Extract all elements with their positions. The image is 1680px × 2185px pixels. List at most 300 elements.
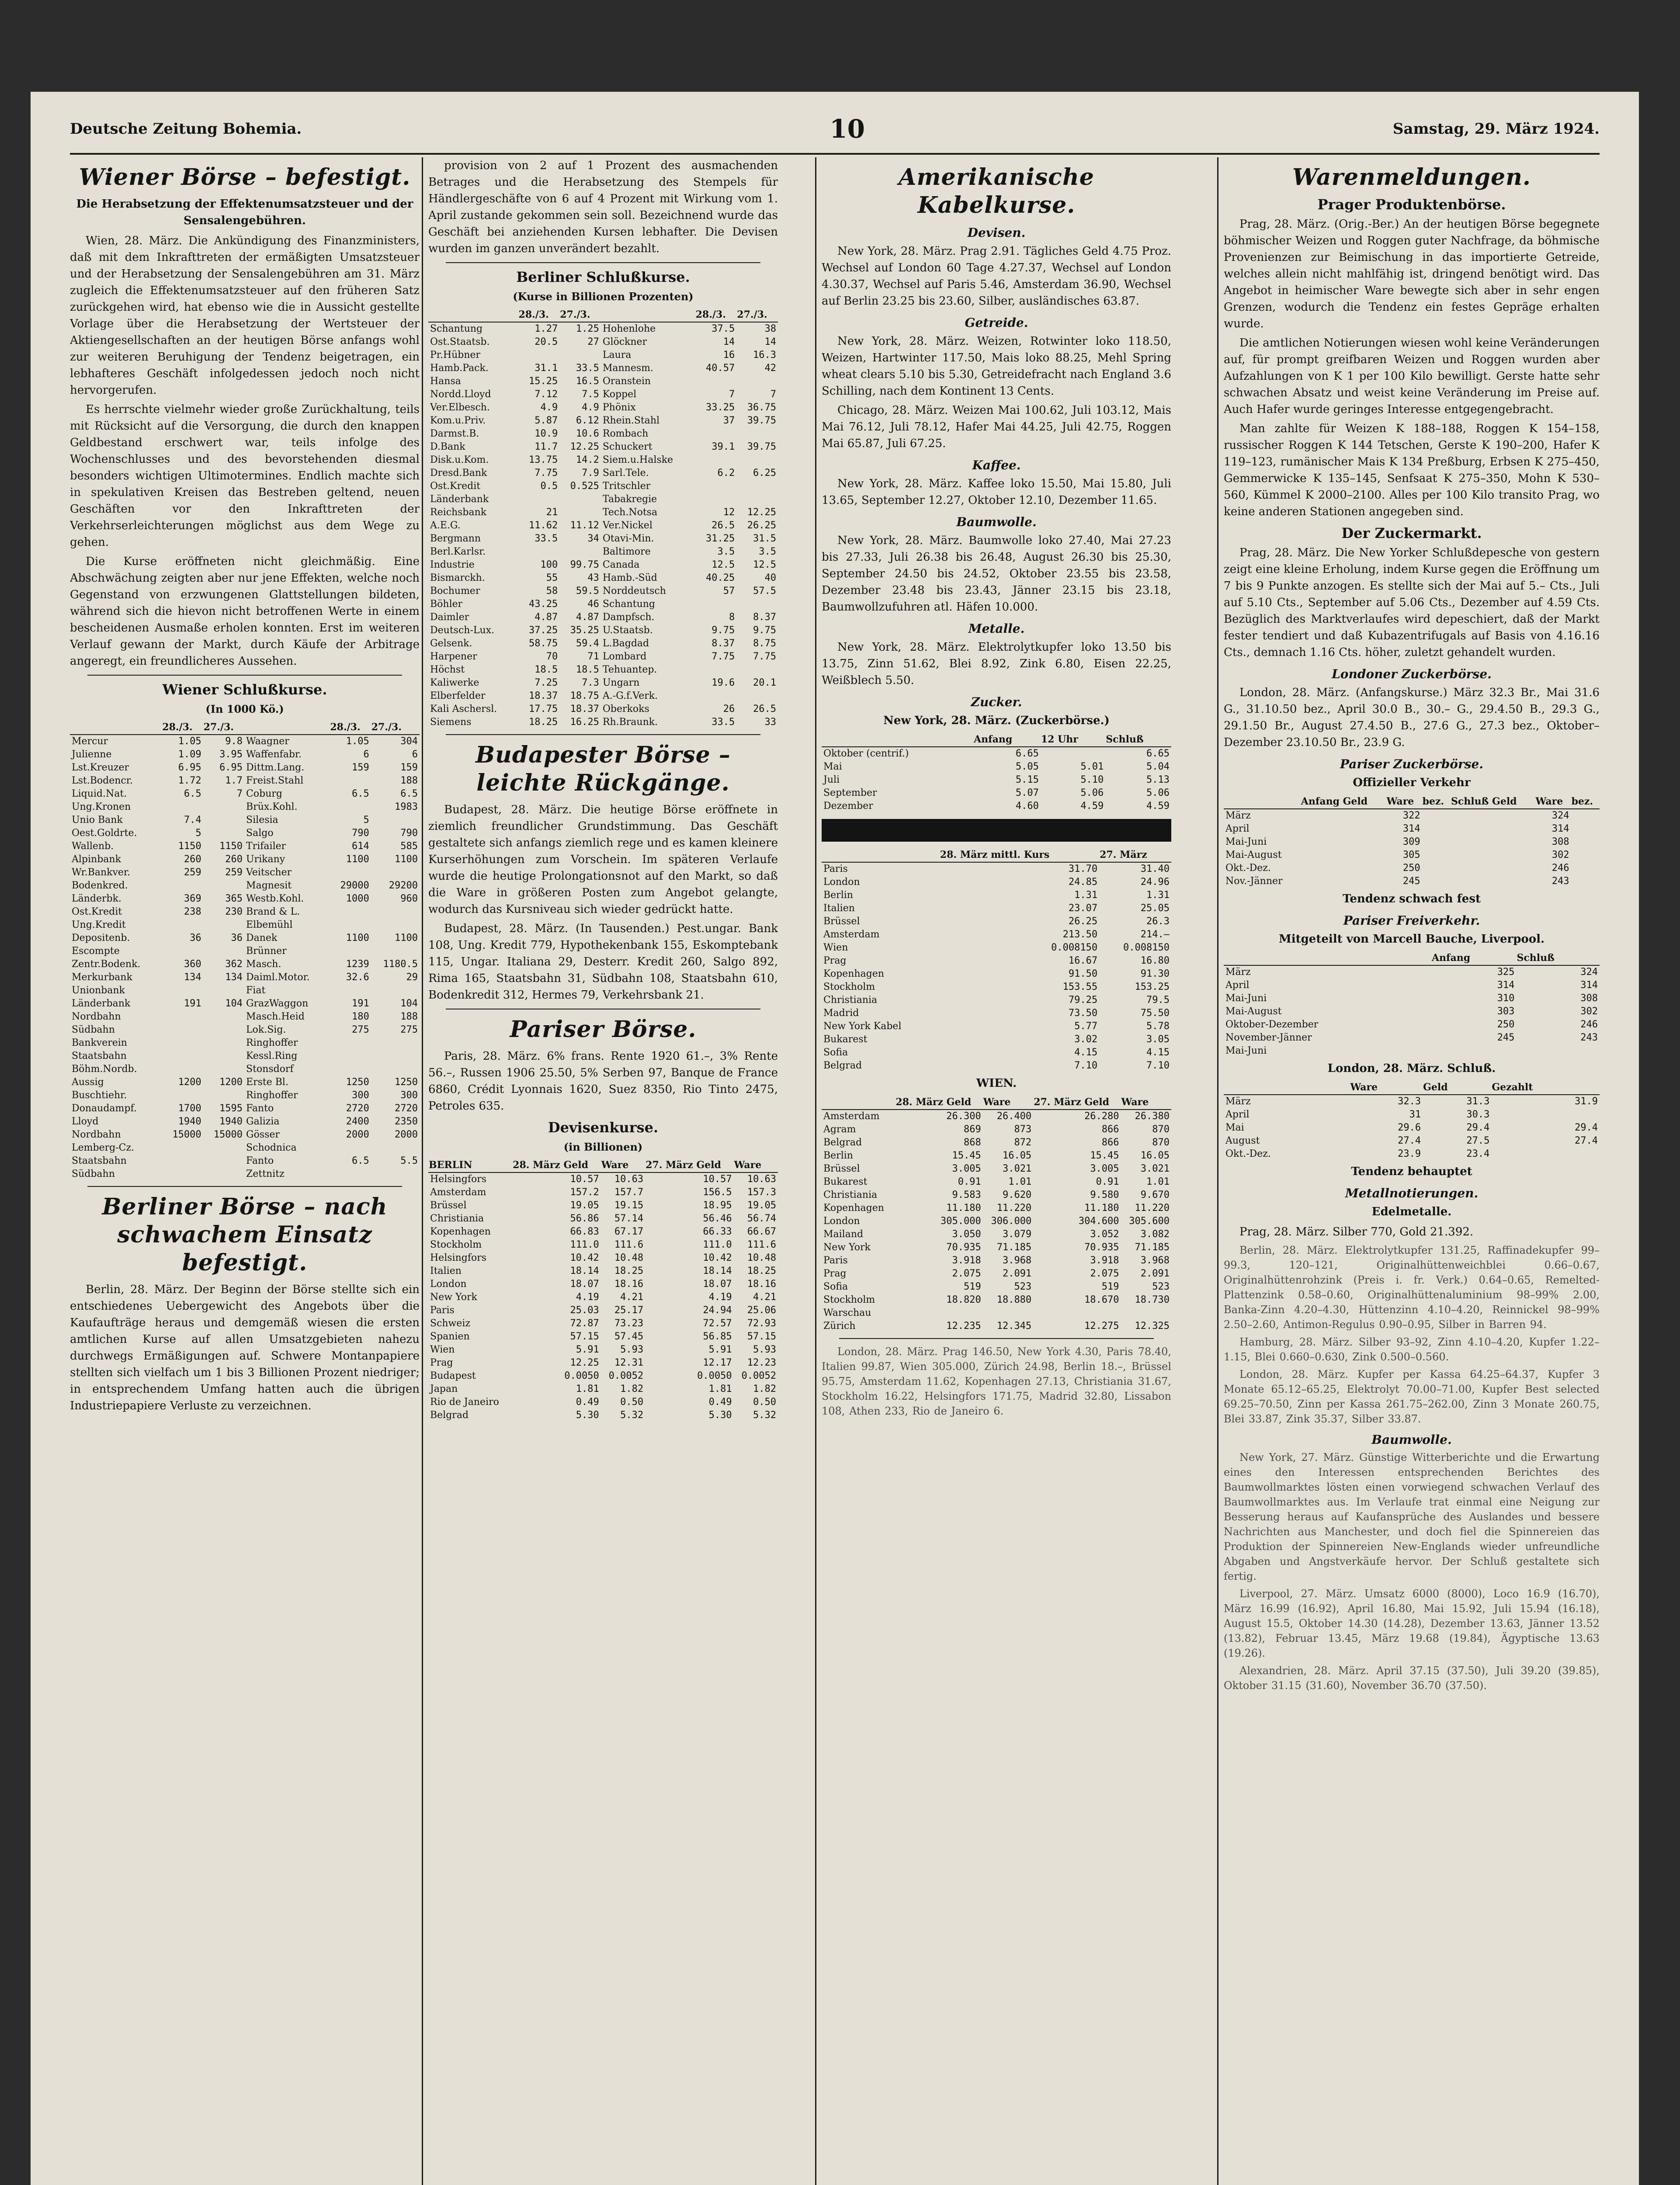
value-cell (695, 598, 737, 611)
value-cell: 12.345 (996, 1321, 1032, 1332)
table-row (822, 773, 1171, 787)
label-cell: Laura (602, 350, 632, 361)
table-row (1224, 1121, 1600, 1134)
page-header (70, 109, 1600, 149)
label-cell: Waffenfabr. (246, 749, 302, 760)
article-paragraph: Prag, 28. März. (Orig.-Ber.) An der heutigen Börse begegnete böhmischer Weizen und Roggen guter Nachfrage, da böhmische Provenienzen zur Beimischung in das importierte Getreide, welches allein nicht mahlfähig ist, dringend benötigt wird. Das Angebot in heimischer Ware bewegte sich aber in sehr engen Grenzen, wodurch die Tendenz ein festes Gepräge erhalten wurde. (1224, 218, 1600, 330)
value-cell: 72.93 (747, 1318, 776, 1329)
value-cell: 3.005 (1090, 1163, 1119, 1174)
label-cell: Gelsenk. (430, 638, 472, 649)
zurich-table (822, 848, 1171, 1072)
value-cell: 960 (400, 893, 418, 904)
label-cell: Brüx.Kohl. (246, 801, 298, 812)
label-cell: Hamb.-Süd (602, 572, 657, 583)
label-cell: Mai-Juni (1225, 993, 1267, 1004)
value-cell: 36 (190, 933, 201, 943)
label-cell: Mai-August (1225, 850, 1282, 860)
label-cell: Ver.Nickel (602, 520, 653, 531)
value-cell: 314 (1402, 823, 1420, 834)
value-cell (203, 1063, 244, 1076)
value-cell (371, 1050, 420, 1063)
table-row (428, 1252, 778, 1265)
label-cell: Glöckner (602, 336, 647, 347)
table-row (822, 1280, 1171, 1294)
value-cell: 23.4 (1466, 1148, 1490, 1159)
value-cell (162, 1023, 203, 1037)
value-cell: 18.14 (703, 1266, 732, 1276)
value-cell: 3.95 (219, 749, 243, 760)
value-cell (1571, 849, 1600, 862)
label-cell: A.E.G. (430, 520, 461, 531)
value-cell: 866 (1101, 1137, 1119, 1148)
table-row (70, 905, 420, 919)
table-row (70, 919, 420, 932)
value-cell (1516, 1044, 1600, 1058)
value-cell: 1.31 (1074, 890, 1098, 901)
table-header-row (428, 1158, 778, 1172)
value-cell (371, 1168, 420, 1181)
value-cell: 46 (587, 599, 599, 610)
value-cell: 304.600 (1078, 1216, 1119, 1227)
value-cell: 71.185 (1135, 1242, 1170, 1253)
value-cell: 14 (764, 336, 776, 347)
table-row (428, 322, 778, 336)
value-cell: 72.87 (570, 1318, 599, 1329)
label-cell: London (430, 1279, 467, 1290)
label-cell: März (1225, 1096, 1251, 1107)
label-cell: Zürich (823, 1321, 856, 1332)
label-cell: Höchst (430, 664, 465, 675)
value-cell: 6 (363, 749, 369, 760)
table-row (70, 1141, 420, 1155)
table-row (428, 493, 778, 506)
value-cell: 26.5 (712, 520, 735, 531)
value-cell: 20.1 (753, 677, 776, 688)
table-row (822, 981, 1171, 994)
value-cell (1033, 1307, 1121, 1320)
label-cell: Juli (823, 774, 840, 785)
value-cell: 2720 (395, 1103, 418, 1114)
table-row (70, 945, 420, 958)
value-cell: 37.25 (528, 625, 558, 636)
value-cell: 310 (1497, 993, 1515, 1004)
value-cell: 38 (764, 323, 776, 334)
value-cell (518, 493, 560, 506)
label-cell: Unio Bank (72, 815, 123, 825)
label-cell: Ost.Kredit (72, 906, 122, 917)
table-unit: (Kurse in Billionen Prozenten) (513, 290, 694, 303)
label-cell: Baltimore (602, 546, 651, 557)
value-cell: 18.14 (570, 1266, 599, 1276)
value-cell: 250 (1402, 863, 1420, 874)
value-cell: 33.5 (712, 717, 735, 728)
value-cell: 13.75 (528, 454, 558, 465)
value-cell: 6.5 (352, 1155, 369, 1166)
value-cell: 26 (723, 704, 735, 714)
value-cell: 3.021 (1002, 1163, 1032, 1174)
value-cell: 3.050 (952, 1229, 981, 1240)
table-row (428, 375, 778, 388)
black-banner (822, 819, 1171, 842)
label-cell: Wr.Bankver. (72, 867, 131, 878)
value-cell: 16.67 (1068, 955, 1098, 966)
label-cell: Donaudampf. (72, 1103, 137, 1114)
value-cell: 7.9 (582, 468, 599, 479)
label-cell: Amsterdam (823, 1111, 880, 1122)
value-cell: 16.80 (1140, 955, 1170, 966)
article-paragraph: Budapest, 28. März. (In Tausenden.) Pest.ungar. Bank 108, Ung. Kredit 779, Hypothekenbank 155, Eskomptebank 115, Ungar. Italiana 29, Desterr. Kredit 260, Salgo 892, Rima 165, Staatsbahn 31, Südbahn 108, Staatsbahn 610, Bodenkredit 312, Hermes 79, Verkehrsbank 21. (428, 922, 778, 1002)
value-cell (1121, 1307, 1171, 1320)
table-row (70, 1050, 420, 1063)
table-row (70, 801, 420, 814)
value-cell (203, 801, 244, 814)
label-cell: Bergmann (430, 533, 481, 544)
value-cell: 5.30 (576, 1410, 599, 1421)
value-cell: 3.05 (1146, 1034, 1170, 1045)
label-cell: Mai-Juni (1225, 1045, 1267, 1056)
section-heading: Londoner Zuckerbörse. (1332, 667, 1492, 681)
value-cell: 7 (770, 389, 776, 400)
table-row (428, 572, 778, 585)
label-cell: Reichsbank (430, 507, 487, 518)
value-cell: 10.42 (703, 1252, 732, 1263)
label-cell: Unionbank (72, 985, 125, 996)
column-header: Anfang (973, 732, 1041, 747)
value-cell: 7 (729, 389, 735, 400)
value-cell: 3.005 (952, 1163, 981, 1174)
table-row (70, 958, 420, 971)
label-cell: Okt.-Dez. (1225, 863, 1271, 874)
table-row (822, 862, 1171, 876)
value-cell: 27.5 (1466, 1135, 1490, 1146)
table-row (822, 1033, 1171, 1046)
value-cell: 40.57 (706, 363, 735, 374)
value-cell: 57.14 (614, 1213, 644, 1224)
value-cell: 15000 (213, 1129, 243, 1140)
table-row (822, 954, 1171, 968)
value-cell: 0.91 (1096, 1176, 1119, 1187)
article-paragraph: Es herrschte vielmehr wieder große Zurückhaltung, teils mit Rücksicht auf die Versorgung, die durch den knappen Geldbestand erschwert war, teils infolge des Wochenschlusses und des bevorstehenden diesmal besonders wichtigen Ultimotermines. Endlich machte sich in spekulativen Kreisen das Bestreben geltend, neuen Geschäften vor den Inkrafttreten der Verkehrserleichterungen möglichst aus dem Wege zu gehen. (70, 403, 420, 549)
value-cell: 259 (184, 867, 201, 878)
label-cell: Daiml.Motor. (246, 972, 310, 983)
value-cell: 1.05 (346, 736, 369, 747)
value-cell: 246 (1580, 1019, 1598, 1030)
table-row (1224, 822, 1600, 836)
value-cell (330, 1168, 371, 1181)
label-cell: Okt.-Dez. (1225, 1148, 1271, 1159)
value-cell: 26.25 (1068, 916, 1098, 927)
value-cell (695, 480, 737, 493)
table-row (428, 1225, 778, 1238)
column-header: Gezahlt (1491, 1080, 1600, 1095)
value-cell: 8.75 (753, 638, 776, 649)
table-title-offizieller-verkehr: Offizieller Verkehr (1353, 776, 1471, 789)
value-cell (695, 375, 737, 388)
article-paragraph: New York, 28. März. Kaffee loko 15.50, Mai 15.80, Juli 13.65, September 12.27, Oktober 12.10, Dezember 11.65. (822, 477, 1171, 507)
label-cell: Hohenlohe (602, 323, 656, 334)
table-row (428, 690, 778, 703)
value-cell: 56.85 (703, 1331, 732, 1342)
value-cell: 585 (400, 841, 418, 852)
label-cell: Brüssel (823, 916, 860, 927)
value-cell (371, 1063, 420, 1076)
column-3 (822, 157, 1171, 2185)
value-cell (736, 690, 778, 703)
article-title-amerikanische-kabelkurse: Amerikanische Kabelkurse. (899, 164, 1094, 218)
value-cell: 300 (400, 1090, 418, 1101)
value-cell (371, 984, 420, 997)
section-heading: Zucker. (971, 695, 1022, 709)
value-cell: 79.5 (1146, 995, 1170, 1006)
value-cell: 12.31 (614, 1357, 644, 1368)
value-cell: 32.3 (1398, 1096, 1421, 1107)
value-cell: 0.008150 (1051, 942, 1098, 953)
value-cell: 70.935 (1084, 1242, 1119, 1253)
value-cell: 869 (964, 1124, 981, 1135)
column-header: Ware (1121, 1095, 1171, 1110)
table-row (70, 1168, 420, 1181)
value-cell: 18.95 (703, 1200, 732, 1211)
value-cell: 16.05 (1002, 1150, 1032, 1161)
article-paragraph: Die Kurse eröffneten nicht gleichmäßig. Eine Abschwächung zeigten aber nur jene Effekten, welche noch Gegenstand von erzwungenen Glattstellungen bildeten, während sich die hievon nicht betroffenen Werte in einem bescheidenen Ausmaße erholen konnten. Erst im weiteren Verlauf gewann der Markt, durch Käufe der Arbitrage angeregt, ein freundlicheres Aussehen. (70, 555, 420, 668)
value-cell (559, 493, 601, 506)
value-cell (162, 1155, 203, 1168)
table-row (822, 760, 1171, 773)
label-cell: Mai-August (1225, 1006, 1282, 1017)
value-cell: 134 (225, 972, 243, 983)
table-row (1224, 1005, 1600, 1018)
label-cell: Nordd.Lloyd (430, 389, 491, 400)
article-paragraph: Die amtlichen Notierungen wiesen wohl keine Veränderungen auf, für prompt greifbaren Weizen und Roggen wurden aber Aufzahlungen von K 1 per 100 Kilo bewilligt. Gerste hatte sehr schwachen Absatz und weist keine Veränderung im Preise auf. Auch Hafer wurde geringes Interesse entgegengebracht. (1224, 336, 1600, 416)
value-cell (1571, 809, 1600, 822)
value-cell: 5.5 (400, 1155, 418, 1166)
value-cell: 43.25 (528, 599, 558, 610)
column-header: Ware (1535, 794, 1571, 809)
label-cell: Bukarest (823, 1034, 868, 1045)
column-header: 28./3. (518, 308, 560, 322)
value-cell: 31.40 (1140, 864, 1170, 874)
label-cell: Galizia (246, 1116, 280, 1127)
value-cell: 213.50 (1062, 929, 1098, 940)
value-cell: 1.05 (178, 736, 201, 747)
column-1 (70, 157, 420, 2185)
value-cell (559, 349, 601, 362)
label-cell: Italien (823, 903, 855, 914)
value-cell: 31.1 (535, 363, 558, 374)
label-cell: Masch.Heid (246, 1011, 305, 1022)
value-cell: 790 (352, 828, 369, 839)
value-cell: 56.46 (703, 1213, 732, 1224)
value-cell: 57 (723, 586, 735, 597)
value-cell (330, 919, 371, 932)
label-cell: Industrie (430, 559, 475, 570)
value-cell: 37.5 (712, 323, 735, 334)
value-cell (162, 1089, 203, 1102)
value-cell (736, 480, 778, 493)
table-title-berliner-schlusskurse: Berliner Schlußkurse. (516, 269, 690, 285)
value-cell: 5.93 (753, 1344, 776, 1355)
label-cell: Kessl.Ring (246, 1051, 298, 1061)
label-cell: Tech.Notsa (602, 507, 658, 518)
value-cell (1491, 1148, 1600, 1161)
article-paragraph: Berlin, 28. März. Elektrolytkupfer 131.25, Raffinadekupfer 99–99.3, 120–121, Originalhüttenweichblei 0.66–0.67, Originalhüttenrohzink (Preis i. fr. Verk.) 0.64–0.65, Remelted-Plattenzink 0.58–0.60, Originalhüttenaluminium 98–99% 2.00, Banka-Zinn 4.20–4.30, Hüttenzinn 4.10–4.20, Reinnickel 98–99% 2.50–2.60, Antimon-Regulus 0.90–0.95, Silber in Barren 94. (1224, 1244, 1600, 1331)
value-cell: 3.918 (1090, 1255, 1119, 1266)
label-cell: Nov.-Jänner (1225, 876, 1283, 887)
value-cell: 614 (352, 841, 369, 852)
label-cell: Ringhoffer (246, 1090, 298, 1101)
tendency-note: Tendenz behauptet (1351, 1165, 1472, 1178)
value-cell (736, 375, 778, 388)
table-row (822, 1215, 1171, 1228)
label-cell: Aussig (72, 1077, 104, 1088)
table-row (1224, 875, 1600, 888)
label-cell: Ringhoffer (246, 1037, 298, 1048)
label-cell: Lloyd (72, 1116, 99, 1127)
wiener-schlusskurse-table (70, 720, 420, 1181)
value-cell: 15.45 (952, 1150, 981, 1161)
value-cell (203, 879, 244, 892)
column-header: Ware (1350, 1080, 1423, 1095)
value-cell: 1.09 (178, 749, 201, 760)
column-header: 27./3. (559, 308, 601, 322)
value-cell (1422, 862, 1451, 875)
value-cell: 4.60 (1015, 801, 1039, 812)
value-cell (1571, 822, 1600, 836)
value-cell: 314 (1497, 980, 1515, 991)
column-header: Ware (983, 1095, 1033, 1110)
label-cell: Brüssel (823, 1163, 860, 1174)
value-cell (695, 454, 737, 467)
value-cell: 6.95 (178, 762, 201, 773)
value-cell: 6.2 (717, 468, 735, 479)
value-cell: 57.5 (753, 586, 776, 597)
value-cell: 26.5 (753, 704, 776, 714)
value-cell (330, 1037, 371, 1050)
column-header: 27./3. (371, 720, 420, 735)
label-cell: Wien (823, 942, 848, 953)
table-row (822, 1046, 1171, 1059)
value-cell (1431, 1044, 1516, 1058)
value-cell: 11.180 (946, 1203, 981, 1214)
value-cell: 6 (412, 749, 418, 760)
column-header: 27./3. (203, 720, 244, 735)
value-cell: 1940 (219, 1116, 243, 1127)
value-cell: 0.525 (570, 481, 599, 492)
table-row (822, 1294, 1171, 1307)
value-cell: 29000 (340, 880, 369, 891)
value-cell: 5.05 (1015, 761, 1039, 772)
table-row (428, 1370, 778, 1383)
value-cell: 1250 (395, 1077, 418, 1088)
label-cell: Ung.Kredit (72, 919, 126, 930)
value-cell (1422, 875, 1451, 888)
value-cell (1571, 836, 1600, 849)
value-cell: 26.300 (946, 1111, 981, 1122)
value-cell (1422, 822, 1451, 836)
value-cell: 304 (400, 736, 418, 747)
value-cell: 6.65 (1146, 748, 1170, 759)
value-cell: 519 (964, 1281, 981, 1292)
table-row (70, 997, 420, 1010)
value-cell (371, 1037, 420, 1050)
value-cell (162, 801, 203, 814)
value-cell (983, 1307, 1033, 1320)
value-cell (162, 1010, 203, 1023)
value-cell (203, 1037, 244, 1050)
value-cell: 33 (764, 717, 776, 728)
column-header: Ware (1386, 794, 1422, 809)
label-cell: Spanien (430, 1331, 470, 1342)
value-cell (371, 945, 420, 958)
table-row (70, 1010, 420, 1023)
label-cell: Phönix (602, 402, 636, 413)
column-header: 28. März mittl. Kurs (940, 848, 1099, 862)
value-cell: 5.77 (1074, 1021, 1098, 1032)
zuckerboerse-table (822, 732, 1171, 813)
value-cell: 12.5 (753, 559, 776, 570)
section-heading: Pariser Zuckerbörse. (1340, 757, 1484, 771)
value-cell: 3.082 (1140, 1229, 1170, 1240)
table-row (822, 1123, 1171, 1136)
value-cell: 5.13 (1146, 774, 1170, 785)
table-row (822, 747, 1171, 760)
value-cell: 10.63 (747, 1174, 776, 1185)
value-cell: 100 (540, 559, 558, 570)
value-cell: 1100 (395, 933, 418, 943)
value-cell (1451, 822, 1535, 836)
value-cell: 20.5 (535, 336, 558, 347)
value-cell: 246 (1552, 863, 1569, 874)
label-cell: Disk.u.Kom. (430, 454, 489, 465)
label-cell: Madrid (823, 1008, 859, 1019)
label-cell: Elberfelder (430, 690, 486, 701)
value-cell (203, 1089, 244, 1102)
table-row (822, 1020, 1171, 1033)
value-cell: 66.83 (570, 1226, 599, 1237)
value-cell: 245 (1402, 876, 1420, 887)
label-cell: Tehuantep. (602, 664, 657, 675)
value-cell: 360 (184, 959, 201, 970)
label-cell: Länderbank (430, 494, 489, 505)
label-cell: Berlin (823, 1150, 853, 1161)
value-cell: 70 (546, 651, 558, 662)
value-cell: 31.5 (753, 533, 776, 544)
value-cell (330, 905, 371, 919)
article-paragraph: Liverpool, 27. März. Umsatz 6000 (8000), Loco 16.9 (16.70), März 16.99 (16.92), April 16.80, Mai 15.92, Juli 15.94 (16.18), August 15.5, Oktober 14.30 (14.28), Dezember 13.63, Jänner 13.52 (13.82), Februar 13.45, März 19.68 (19.84), Ägyptische 13.63 (19.26). (1224, 1588, 1600, 1659)
column-header: 28./3. (162, 720, 203, 735)
label-cell: Norddeutsch (602, 586, 666, 597)
section-heading: Metallnotierungen. (1345, 1186, 1479, 1200)
section-rule (446, 734, 760, 735)
table-header-row (1224, 794, 1600, 809)
table-row (1224, 1108, 1600, 1121)
label-cell: Mai-Juni (1225, 836, 1267, 847)
value-cell: 31.70 (1068, 864, 1098, 874)
table-row (822, 889, 1171, 902)
value-cell (1451, 875, 1535, 888)
value-cell (162, 1063, 203, 1076)
table-row (428, 532, 778, 545)
table-row (70, 866, 420, 879)
table-row (822, 1267, 1171, 1280)
value-cell: 4.9 (582, 402, 599, 413)
table-row (822, 902, 1171, 915)
label-cell: Stonsdorf (246, 1064, 294, 1075)
label-cell: Danek (246, 933, 278, 943)
table-row (428, 506, 778, 519)
value-cell (203, 1141, 244, 1155)
value-cell: 1595 (219, 1103, 243, 1114)
